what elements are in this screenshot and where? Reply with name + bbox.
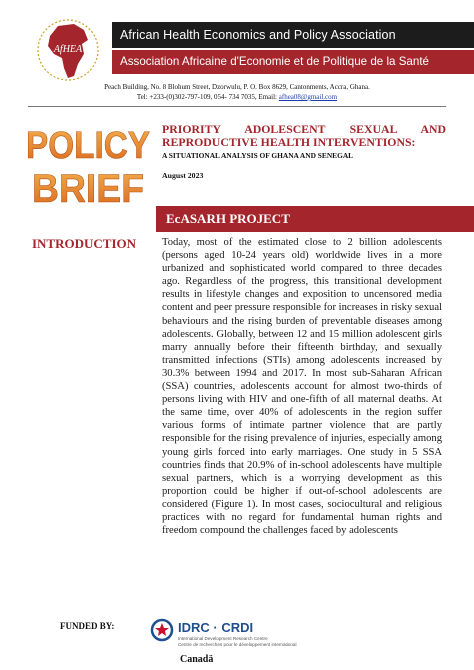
policy-brief-badge bbox=[22, 120, 154, 208]
afhea-logo bbox=[28, 14, 108, 86]
project-banner: EcASARH PROJECT bbox=[156, 206, 474, 232]
maple-leaf-icon bbox=[155, 623, 169, 636]
contact-line bbox=[0, 92, 474, 102]
brief-word: BRIEF bbox=[32, 167, 144, 208]
introduction-text: Today, most of the estimated close to 2 billion adolescents (persons aged 10-24 years old) worldwide lives in a more urbanized and sophisticated world compared to three decades ago. Regardless of the progress, this transitional development results in lifestyle changes and exposition to uncensored media content and peer pressure responsible for increases in risky sexual behaviours and the rising burden of preventable diseases among adolescents. Globally, between 12 and 15 million adolescent girls marry annually before their fifteenth birthday, and sexually transmitted infections (STIs) among adolescents increased by 30.3% between 1994 and 2017. In most sub-Saharan African (SSA) countries, adolescents account for almost two-thirds of persons living with HIV and one-fifth of all maternal deaths. At the same time, over 40% of adolescents in the region suffer various forms of intimate partner violence that are partly responsible for the rising prevalence of injuries, especially among young girls forced into early marriages. One study in 5 SSA countries finds that 20.9% of in-school adolescents have multiple sexual partners, which is a worrying development as this proportion could be higher if out-of-school adolescents are considered (Figure 1). In most cases, sociocultural and religious practices with no regard for fundamental human rights and freedom compound the challenges faced by adolescents bbox=[162, 237, 442, 537]
address-block bbox=[0, 82, 474, 102]
brief-subtitle: A SITUATIONAL ANALYSIS OF GHANA AND SENEGAL bbox=[162, 151, 354, 160]
header-divider bbox=[28, 106, 446, 107]
funder-subtitle-en: International Development Research Centre bbox=[178, 636, 268, 641]
address-line: Peach Building, No. 8 Blohum Street, Dzorwulu, P. O. Box 8629, Cantonments, Accra, Ghana. bbox=[104, 83, 370, 91]
org-name-english: African Health Economics and Policy Association bbox=[112, 22, 474, 48]
funder-name: IDRC · CRDI bbox=[178, 620, 254, 635]
policy-word: POLICY bbox=[26, 125, 150, 167]
title-line-2: REPRODUCTIVE HEALTH INTERVENTIONS: bbox=[162, 135, 416, 150]
funder-subtitle-fr: Centre de recherches pour le développement international bbox=[178, 642, 297, 647]
canada-wordmark: Canadä bbox=[180, 654, 214, 665]
funded-by-label: FUNDED BY: bbox=[60, 621, 115, 631]
idrc-logo-icon bbox=[150, 618, 174, 642]
introduction-heading: INTRODUCTION bbox=[32, 236, 137, 251]
brief-title bbox=[162, 123, 446, 149]
brief-date: August 2023 bbox=[162, 171, 204, 180]
title-line-1: PRIORITY ADOLESCENT SEXUAL AND bbox=[162, 122, 446, 136]
contact-text: Tel: +233-(0)302-797-109, 054- 734 7035, Email: bbox=[136, 93, 279, 101]
logo-text: AfHEA bbox=[53, 44, 83, 55]
email-link[interactable]: afhea08@gmail.com bbox=[278, 93, 338, 101]
org-name-french: Association Africaine d'Economie et de Politique de la Santé bbox=[112, 50, 474, 74]
